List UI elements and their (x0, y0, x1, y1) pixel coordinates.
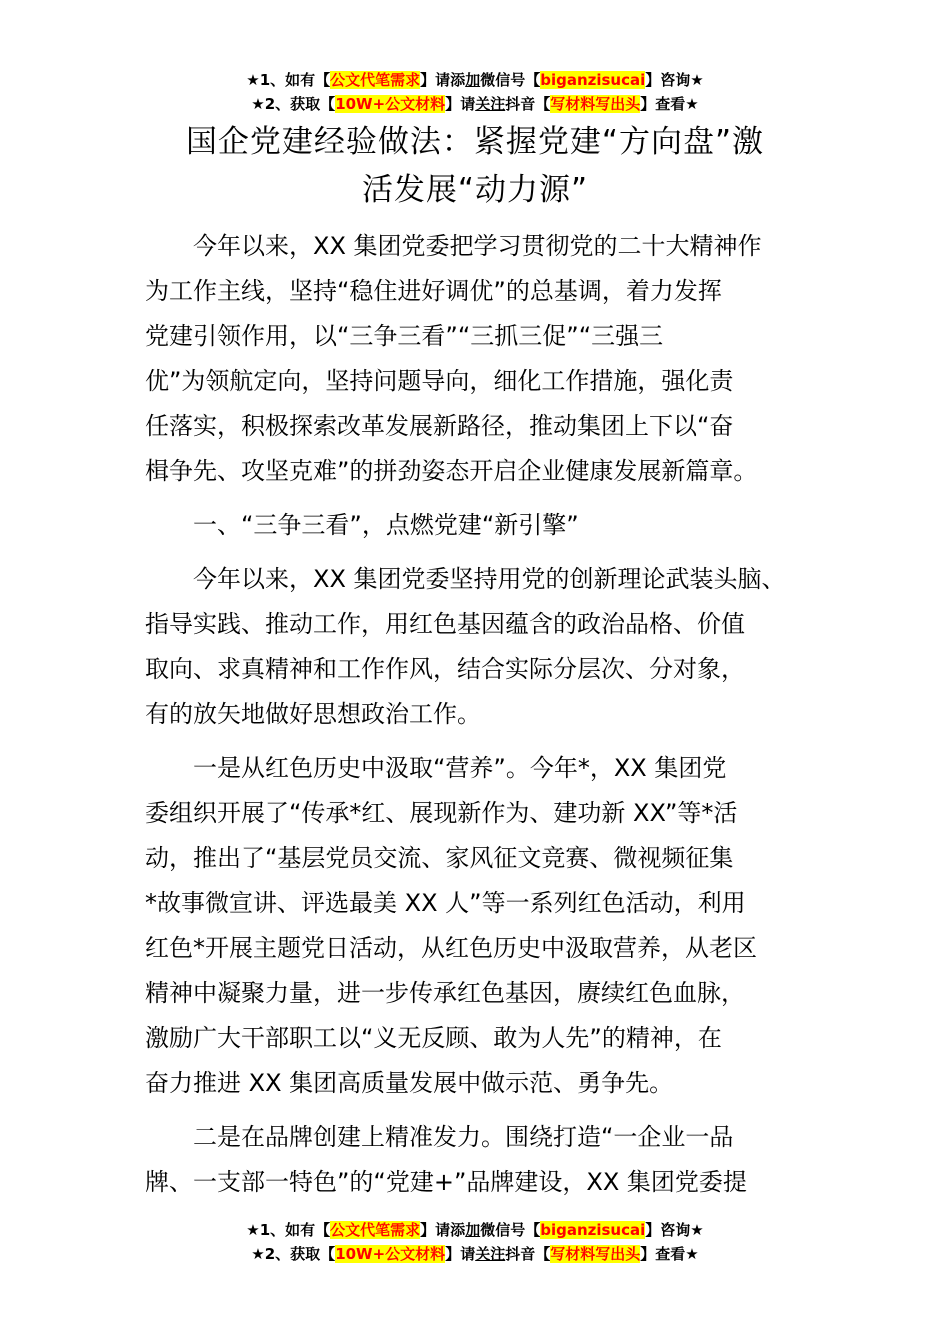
highlight-wechat-id: biganzisucai (540, 71, 646, 89)
title-line-1: 国企党建经验做法：紧握党建“方向盘”激 (185, 124, 765, 160)
paragraph-point-1: 一是从红色历史中汲取“营养”。今年*，XX 集团党 委组织开展了“传承*红、展现新作为、建功新 XX”等*活 动，推出了“基层党员交流、家风征文竞赛、微视频征集 *故事微宣讲、评选最美 XX 人”等一系列红色活动，利用 红色*开展主题党日活动，从红色历史中汲取营养，从老区 精神中凝聚力量，进一步传承红色基因，赓续红色血脉， 激励广大干部职工以“义无反顾、敢为人先”的精神，在 奋力推进 XX 集团高质量发展中做示范、勇争先。 (145, 754, 757, 1097)
footer-banner-line-2: ★2、获取【10W+公文材料】请关注抖音【写材料写出头】查看★ (251, 1245, 699, 1263)
banner-line-1: ★1、如有【公文代笔需求】请添加微信号【biganzisucai】咨询★ (246, 71, 704, 89)
paragraph-point-2: 二是在品牌创建上精准发力。围绕打造“一企业一品 牌、一支部一特色”的“党建+”品牌建设，XX 集团党委提 (145, 1123, 747, 1196)
header-banner (0, 68, 950, 116)
footer-banner-line-1: ★1、如有【公文代笔需求】请添加微信号【biganzisucai】咨询★ (246, 1221, 704, 1239)
section-heading-1: 一、“三争三看”，点燃党建“新引擎” (193, 511, 579, 539)
page-title (145, 118, 805, 214)
paragraph-intro: 今年以来，XX 集团党委把学习贯彻党的二十大精神作 为工作主线，坚持“稳住进好调优”的总基调，着力发挥 党建引领作用，以“三争三看”“三抓三促”“三强三 优”为领航定向，坚持问题导向，细化工作措施，强化责 任落实，积极探索改革发展新路径，推动集团上下以“奋 楫争先、攻坚克难”的拼劲姿态开启企业健康发展新篇章。 (145, 232, 762, 485)
highlight-douyin: 写材料写出头 (550, 95, 641, 113)
paragraph-section-1: 今年以来，XX 集团党委坚持用党的创新理论武装头脑、 指导实践、推动工作，用红色基因蕴含的政治品格、价值 取向、求真精神和工作作风，结合实际分层次、分对象， 有的放矢地做好思想政治工作。 (145, 565, 786, 728)
banner-line-2: ★2、获取【10W+公文材料】请关注抖音【写材料写出头】查看★ (251, 95, 699, 113)
title-line-2: 活发展“动力源” (361, 172, 589, 208)
highlight-service: 公文代笔需求 (330, 71, 421, 89)
document-body (145, 224, 825, 1214)
footer-banner (0, 1218, 950, 1266)
highlight-materials: 10W+公文材料 (335, 95, 446, 113)
